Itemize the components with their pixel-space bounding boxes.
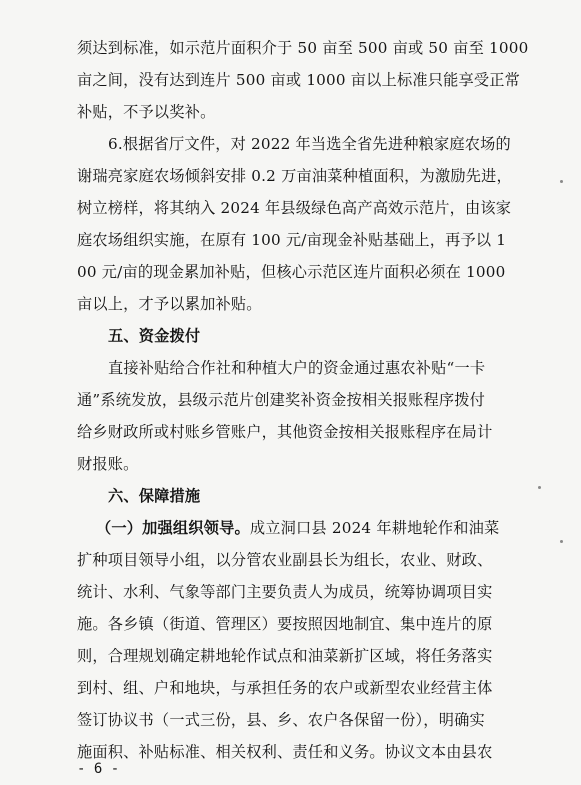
scan-speck — [560, 180, 563, 183]
subsection-heading: （一）加强组织领导。 — [96, 519, 250, 537]
body-text-line: 施。各乡镇（街道、管理区）要按照因地制宜、集中连片的原 — [77, 615, 493, 633]
body-text-line: 给乡财政所或村账乡管账户，其他资金按相关报账程序在局计 — [77, 423, 493, 441]
body-text-line: 树立榜样，将其纳入 2024 年县级绿色高产高效示范片，由该家 — [77, 199, 512, 217]
body-text-line: 财报账。 — [77, 455, 139, 473]
body-text-line: 通”系统发放，县级示范片创建奖补资金按相关报账程序拨付 — [77, 391, 486, 409]
body-text-line: 施面积、补贴标准、相关权利、责任和义务。协议文本由县农 — [77, 743, 493, 761]
body-text-line: 谢瑞亮家庭农场倾斜安排 0.2 万亩油菜种植面积，为激励先进， — [77, 167, 512, 185]
body-text-line: 庭农场组织实施，在原有 100 元/亩现金补贴基础上，再予以 1 — [77, 231, 507, 249]
body-text-line: 6.根据省厅文件，对 2022 年当选全省先进种粮家庭农场的 — [108, 135, 511, 153]
body-text-line: 扩种项目领导小组，以分管农业副县长为组长，农业、财政、 — [77, 551, 493, 569]
scan-speck — [538, 486, 541, 489]
body-text-line: 补贴，不予以奖补。 — [77, 103, 216, 121]
body-text-line: 签订协议书（一式三份，县、乡、农户各保留一份），明确实 — [77, 711, 485, 729]
page-number: - 6 - — [77, 761, 120, 777]
body-text-line: 直接补贴给合作社和种植大户的资金通过惠农补贴“一卡 — [108, 359, 486, 377]
body-text-line: 到村、组、户和地块，与承担任务的农户或新型农业经营主体 — [77, 679, 493, 697]
body-text-line: 统计、水利、气象等部门主要负责人为成员，统筹协调项目实 — [77, 583, 493, 601]
body-text-line — [96, 518, 499, 538]
scan-speck — [560, 540, 563, 543]
section-heading: 六、保障措施 — [108, 487, 201, 505]
body-text-line: 亩之间，没有达到连片 500 亩或 1000 亩以上标准只能享受正常 — [77, 71, 521, 89]
body-text-line: 则，合理规划确定耕地轮作试点和油菜新扩区域，将任务落实 — [77, 647, 493, 665]
body-text-line: 00 元/亩的现金累加补贴，但核心示范区连片面积必须在 1000 — [77, 263, 506, 281]
section-heading: 五、资金拨付 — [108, 327, 201, 345]
body-text-inline: 成立洞口县 2024 年耕地轮作和油菜 — [249, 519, 500, 537]
body-text-line: 须达到标准，如示范片面积介于 50 亩至 500 亩或 50 亩至 1000 — [77, 39, 529, 57]
body-text-line: 亩以上，才予以累加补贴。 — [77, 295, 262, 313]
